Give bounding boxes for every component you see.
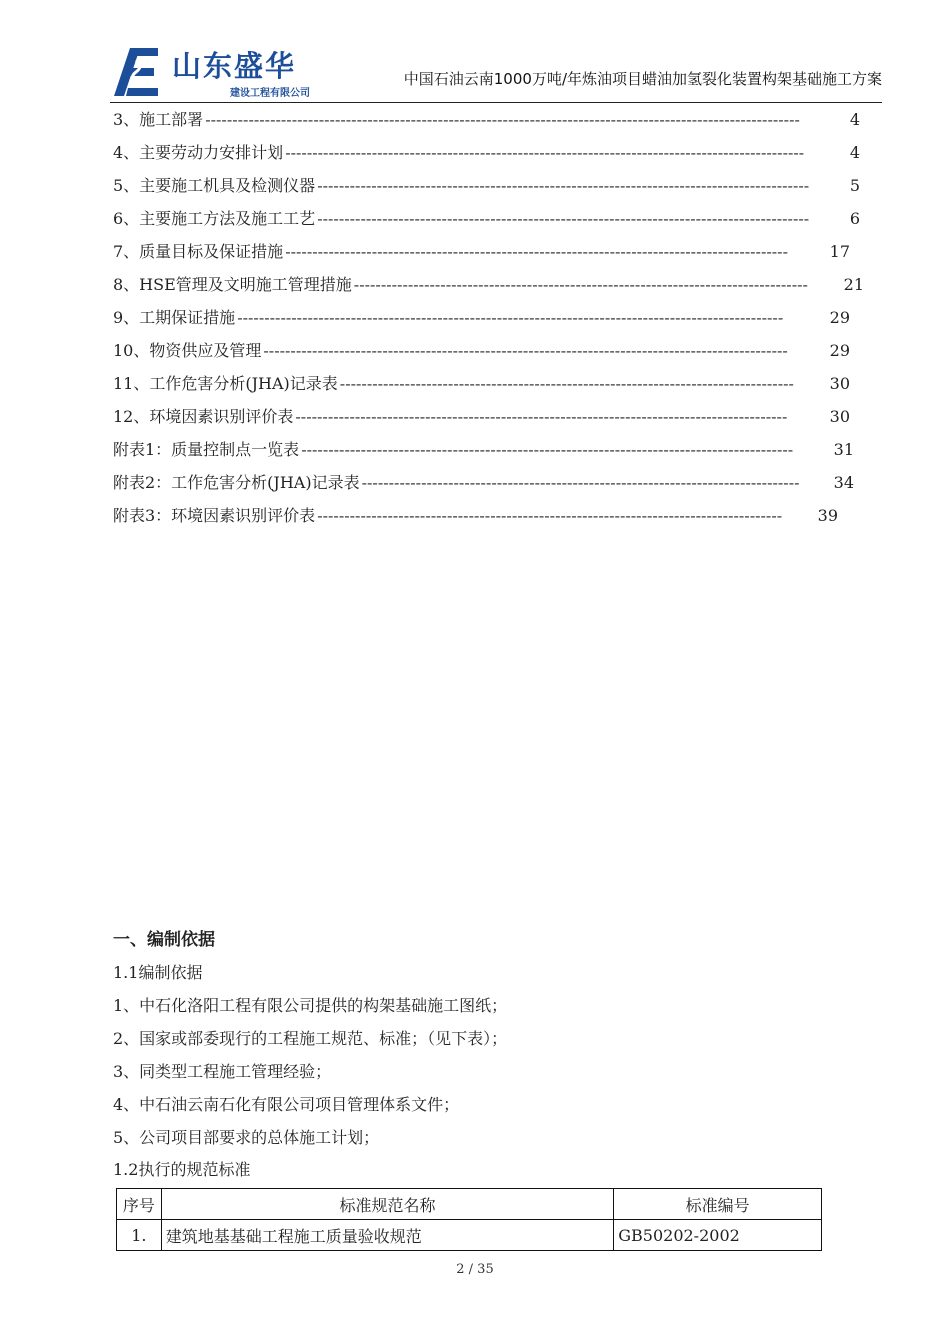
logo-company-subtitle: 建设工程有限公司 bbox=[230, 88, 310, 99]
toc-entry-page: 29 bbox=[829, 341, 850, 360]
header-divider bbox=[110, 102, 882, 103]
toc-entry[interactable] bbox=[113, 139, 873, 172]
toc-entry-title: 附表3：环境因素识别评价表 bbox=[113, 506, 316, 525]
toc-entry[interactable] bbox=[113, 205, 873, 238]
toc-leader: -------------------------------------------------------------------------------------------------------------- bbox=[205, 110, 800, 129]
toc-entry[interactable] bbox=[113, 271, 873, 304]
column-header: 序号 bbox=[117, 1189, 162, 1220]
toc-entry-title: 4、主要劳动力安排计划 bbox=[113, 143, 284, 162]
toc-leader: --------------------------------------------------------------------------------------------- bbox=[285, 242, 788, 261]
logo-company-name: 山东盛华 bbox=[172, 49, 297, 83]
toc-entry[interactable] bbox=[113, 502, 873, 535]
toc-entry[interactable] bbox=[113, 238, 873, 271]
company-logo-icon bbox=[110, 46, 162, 98]
toc-entry-title: 附表2：工作危害分析(JHA)记录表 bbox=[113, 473, 360, 492]
list-item: 4、中石油云南石化有限公司项目管理体系文件； bbox=[113, 1095, 460, 1114]
toc-entry-page: 39 bbox=[817, 506, 838, 525]
toc-entry[interactable] bbox=[113, 337, 873, 370]
toc-entry-title: 12、环境因素识别评价表 bbox=[113, 407, 294, 426]
toc-leader: ------------------------------------------------------------------------------------------- bbox=[317, 209, 810, 228]
toc-entry-title: 7、质量目标及保证措施 bbox=[113, 242, 284, 261]
list-item: 1、中石化洛阳工程有限公司提供的构架基础施工图纸； bbox=[113, 996, 508, 1015]
toc-leader: ------------------------------------------------------------------------------------------- bbox=[301, 440, 794, 459]
toc-entry-title: 3、施工部署 bbox=[113, 110, 204, 129]
table-of-contents bbox=[113, 106, 873, 535]
toc-entry-title: 10、物资供应及管理 bbox=[113, 341, 262, 360]
toc-entry[interactable] bbox=[113, 436, 873, 469]
standards-table bbox=[116, 1188, 822, 1251]
toc-leader: ------------------------------------------------------------------------------------------- bbox=[295, 407, 788, 426]
toc-entry-page: 21 bbox=[843, 275, 864, 294]
document-title: 中国石油云南1000万吨/年炼油项目蜡油加氢裂化装置构架基础施工方案 bbox=[403, 70, 882, 88]
toc-entry[interactable] bbox=[113, 403, 873, 436]
toc-leader: --------------------------------------------------------------------------------- bbox=[361, 473, 800, 492]
toc-entry-page: 6 bbox=[849, 209, 860, 228]
toc-entry-page: 17 bbox=[829, 242, 850, 261]
toc-leader: ------------------------------------------------------------------------------------ bbox=[353, 275, 808, 294]
toc-entry-page: 31 bbox=[833, 440, 854, 459]
section-heading: 一、编制依据 bbox=[113, 930, 215, 950]
table-cell: GB50202-2002 bbox=[614, 1220, 822, 1251]
toc-entry-title: 11、工作危害分析(JHA)记录表 bbox=[113, 374, 338, 393]
list-item: 3、同类型工程施工管理经验； bbox=[113, 1062, 332, 1081]
toc-entry-page: 4 bbox=[849, 143, 860, 162]
company-logo bbox=[110, 44, 310, 100]
toc-entry-title: 9、工期保证措施 bbox=[113, 308, 236, 327]
subsection-heading: 1.2执行的规范标准 bbox=[113, 1160, 251, 1179]
toc-entry[interactable] bbox=[113, 304, 873, 337]
page-number: 2 / 35 bbox=[456, 1262, 494, 1277]
toc-entry[interactable] bbox=[113, 172, 873, 205]
toc-leader: ------------------------------------------------------------------------------------------- bbox=[317, 176, 810, 195]
toc-entry[interactable] bbox=[113, 370, 873, 403]
column-header: 标准编号 bbox=[614, 1189, 822, 1220]
toc-entry-page: 5 bbox=[849, 176, 860, 195]
table-cell: 建筑地基基础工程施工质量验收规范 bbox=[161, 1220, 613, 1251]
toc-entry-page: 30 bbox=[829, 407, 850, 426]
toc-entry-title: 8、HSE管理及文明施工管理措施 bbox=[113, 275, 352, 294]
toc-leader: -------------------------------------------------------------------------------------- bbox=[317, 506, 783, 525]
toc-leader: ------------------------------------------------------------------------------------------------ bbox=[285, 143, 805, 162]
toc-entry-title: 6、主要施工方法及施工工艺 bbox=[113, 209, 316, 228]
subsection-heading: 1.1编制依据 bbox=[113, 963, 203, 982]
toc-entry-page: 34 bbox=[833, 473, 854, 492]
toc-entry-title: 5、主要施工机具及检测仪器 bbox=[113, 176, 316, 195]
table-row bbox=[117, 1220, 822, 1251]
toc-leader: ----------------------------------------------------------------------------------------------------- bbox=[237, 308, 784, 327]
list-item: 2、国家或部委现行的工程施工规范、标准；（见下表）； bbox=[113, 1029, 508, 1048]
table-cell: 1. bbox=[117, 1220, 162, 1251]
toc-entry-page: 30 bbox=[829, 374, 850, 393]
toc-entry[interactable] bbox=[113, 106, 873, 139]
page-header bbox=[110, 40, 882, 102]
toc-entry-page: 4 bbox=[849, 110, 860, 129]
toc-entry[interactable] bbox=[113, 469, 873, 502]
toc-leader: ------------------------------------------------------------------------------------ bbox=[339, 374, 794, 393]
toc-entry-title: 附表1：质量控制点一览表 bbox=[113, 440, 300, 459]
list-item: 5、公司项目部要求的总体施工计划； bbox=[113, 1128, 380, 1147]
toc-leader: ------------------------------------------------------------------------------------------------- bbox=[263, 341, 788, 360]
table-header-row bbox=[117, 1189, 822, 1220]
toc-entry-page: 29 bbox=[829, 308, 850, 327]
column-header: 标准规范名称 bbox=[161, 1189, 613, 1220]
